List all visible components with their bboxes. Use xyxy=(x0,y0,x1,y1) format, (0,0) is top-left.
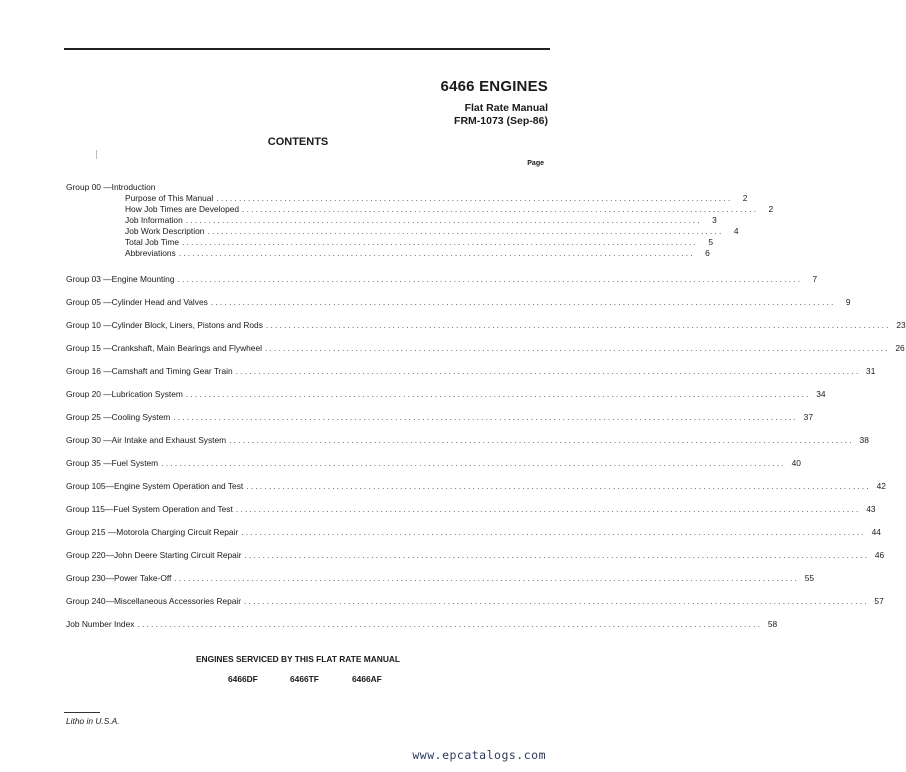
toc-group-row[interactable] xyxy=(66,435,869,446)
dot-leader: .................................................................................................................. xyxy=(216,193,733,203)
toc-group-row[interactable] xyxy=(66,412,813,423)
toc-page-number: 9 xyxy=(845,297,851,307)
dot-leader: .......................................................................................................................................... xyxy=(173,412,798,422)
toc-page-number: 44 xyxy=(871,527,881,537)
toc-page-number: 55 xyxy=(804,573,815,583)
toc-page-number: 2 xyxy=(742,193,748,203)
dot-leader: .................................................................................................................. xyxy=(182,237,699,247)
toc-page-number: 23 xyxy=(896,320,906,330)
toc-group-label: Group 30 —Air Intake and Exhaust System xyxy=(66,435,227,445)
dot-leader: .......................................................................................................................................... xyxy=(210,297,836,307)
dot-leader: .................................................................................................................. xyxy=(207,226,724,236)
dot-leader: .......................................................................................................................................... xyxy=(235,366,861,376)
engine-model: 6466AF xyxy=(352,674,382,684)
dot-leader: .................................................................................................................. xyxy=(178,248,695,258)
toc-group-row[interactable] xyxy=(66,366,876,377)
toc-group-label: Group 20 —Lubrication System xyxy=(66,389,183,399)
toc-group-label: Group 240—Miscellaneous Accessories Repair xyxy=(66,596,242,606)
toc-group-label: Group 03 —Engine Mounting xyxy=(66,274,175,284)
toc-sub-item[interactable] xyxy=(125,237,714,248)
toc-page-number: 6 xyxy=(705,248,710,258)
toc-sub-label: Total Job Time xyxy=(125,237,179,247)
toc-page-number: 7 xyxy=(812,274,818,284)
toc-group-row[interactable] xyxy=(66,619,778,630)
engines-serviced-heading: ENGINES SERVICED BY THIS FLAT RATE MANUAL xyxy=(195,654,401,664)
scan-mark xyxy=(96,150,97,159)
toc-sub-label: Job Information xyxy=(125,215,183,225)
toc-page-number: 40 xyxy=(791,458,801,468)
dot-leader: .......................................................................................................................................... xyxy=(185,389,811,399)
toc-page-number: 31 xyxy=(866,366,876,376)
toc-group-row[interactable] xyxy=(66,343,905,354)
toc-group-row[interactable] xyxy=(66,573,815,584)
toc-group-row[interactable] xyxy=(66,297,851,308)
toc-page-number: 37 xyxy=(803,412,813,422)
toc-group-label: Group 220—John Deere Starting Circuit Repair xyxy=(66,550,242,560)
dot-leader: .......................................................................................................................................... xyxy=(177,274,803,284)
toc-sub-label: Purpose of This Manual xyxy=(125,193,214,203)
dot-leader: .......................................................................................................................................... xyxy=(264,343,890,353)
toc-group-label: Group 35 —Fuel System xyxy=(66,458,159,468)
dot-leader: .................................................................................................................. xyxy=(185,215,702,225)
top-rule xyxy=(64,48,550,50)
engine-model: 6466DF xyxy=(228,674,258,684)
litho-note: Litho in U.S.A. xyxy=(66,716,120,726)
dot-leader: .......................................................................................................................................... xyxy=(235,504,861,514)
toc-group-row[interactable] xyxy=(66,458,801,469)
toc-group-row[interactable] xyxy=(66,527,881,538)
toc-page-number: 26 xyxy=(895,343,905,353)
toc-group-label: Group 215 —Motorola Charging Circuit Repair xyxy=(66,527,239,537)
toc-group-row[interactable] xyxy=(66,550,885,561)
toc-group-row[interactable] xyxy=(66,389,826,400)
toc-page-number: 42 xyxy=(876,481,886,491)
toc-sub-item[interactable] xyxy=(125,204,774,215)
toc-sub-label: Abbreviations xyxy=(125,248,176,258)
toc-group-label: Group 25 —Cooling System xyxy=(66,412,171,422)
dot-leader: .......................................................................................................................................... xyxy=(241,527,866,537)
toc-sub-label: Job Work Description xyxy=(125,226,205,236)
toc-sub-item[interactable] xyxy=(125,215,717,226)
dot-leader: .......................................................................................................................................... xyxy=(161,458,786,468)
toc-group-label: Group 15 —Crankshaft, Main Bearings and Flywheel xyxy=(66,343,262,353)
toc-group-row[interactable] xyxy=(66,596,884,607)
toc-group-label: Group 105—Engine System Operation and Test xyxy=(66,481,244,491)
page-column-label: Page xyxy=(527,160,544,167)
toc-page-number: 4 xyxy=(733,226,739,236)
toc-sub-item[interactable] xyxy=(125,248,710,259)
dot-leader: .......................................................................................................................................... xyxy=(265,320,891,330)
toc-page-number: 58 xyxy=(767,619,778,629)
toc-sub-label: How Job Times are Developed xyxy=(125,204,240,214)
toc-page-number: 3 xyxy=(712,215,717,225)
toc-group-label: Job Number Index xyxy=(66,619,135,629)
toc-group-label: Group 10 —Cylinder Block, Liners, Pistons and Rods xyxy=(66,320,263,330)
toc-group-label: Group 230—Power Take-Off xyxy=(66,573,172,583)
toc-sub-item[interactable] xyxy=(125,193,748,204)
dot-leader: .......................................................................................................................................... xyxy=(229,435,854,445)
dot-leader: .......................................................................................................................................... xyxy=(174,573,800,583)
toc-page-number: 2 xyxy=(768,204,774,214)
toc-group-row[interactable] xyxy=(66,274,818,285)
engine-model: 6466TF xyxy=(290,674,319,684)
toc-page-number: 5 xyxy=(708,237,714,247)
dot-leader: .......................................................................................................................................... xyxy=(244,550,870,560)
dot-leader: .......................................................................................................................................... xyxy=(246,481,871,491)
toc-group-row[interactable] xyxy=(66,481,886,492)
toc-page-number: 38 xyxy=(859,435,869,445)
toc-page-number: 43 xyxy=(866,504,876,514)
toc-page-number: 57 xyxy=(874,596,884,606)
manual-subtitle: Flat Rate Manual xyxy=(464,102,548,114)
toc-group-label: Group 00 —Introduction xyxy=(66,182,156,192)
dot-leader: .................................................................................................................. xyxy=(242,204,759,214)
toc-group-row[interactable] xyxy=(66,504,876,515)
toc-group-row[interactable] xyxy=(66,320,906,331)
watermark-url[interactable]: www.epcatalogs.com xyxy=(412,748,546,762)
toc-page-number: 46 xyxy=(874,550,885,560)
page-title: 6466 ENGINES xyxy=(440,78,548,95)
toc-group-introduction xyxy=(66,182,549,193)
toc-group-label: Group 115—Fuel System Operation and Test xyxy=(66,504,233,514)
doc-number: FRM-1073 (Sep-86) xyxy=(454,115,548,127)
toc-group-label: Group 05 —Cylinder Head and Valves xyxy=(66,297,208,307)
dot-leader: .......................................................................................................................................... xyxy=(244,596,869,606)
contents-heading: CONTENTS xyxy=(267,136,329,148)
toc-sub-item[interactable] xyxy=(125,226,739,237)
toc-group-label: Group 16 —Camshaft and Timing Gear Train xyxy=(66,366,233,376)
footer-rule xyxy=(64,712,100,713)
dot-leader: .......................................................................................................................................... xyxy=(137,619,763,629)
toc-page-number: 34 xyxy=(816,389,826,399)
